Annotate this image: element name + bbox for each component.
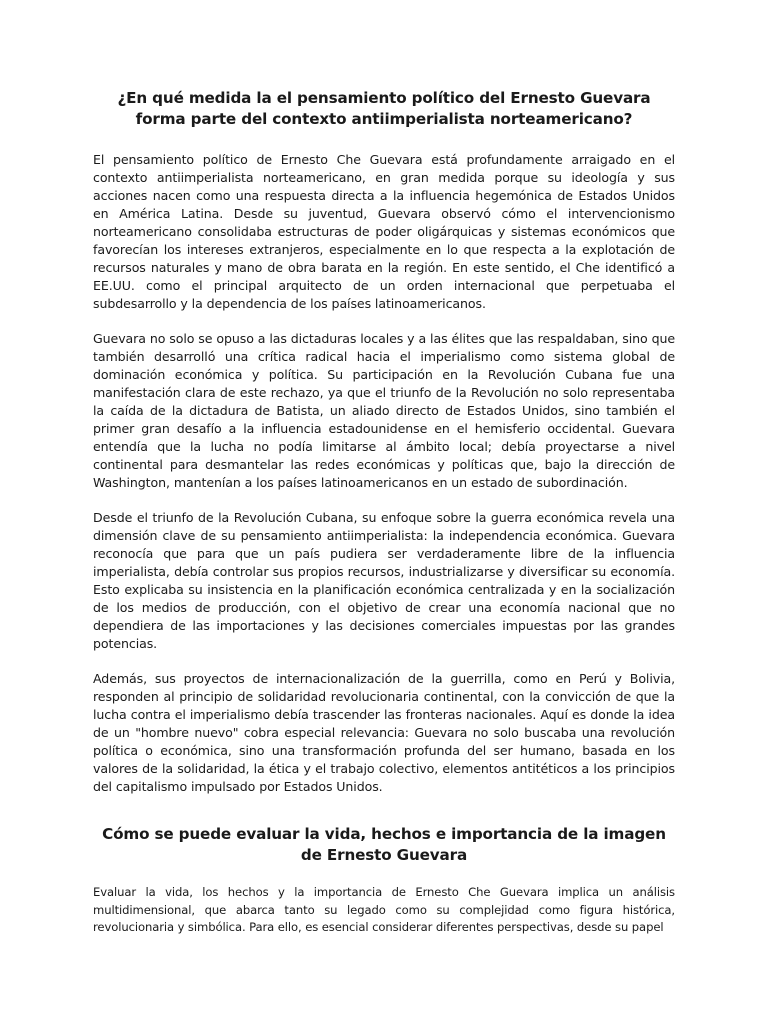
paragraph-5: Evaluar la vida, los hechos y la importancia de Ernesto Che Guevara implica un análisis multidimensional, que abarca tanto su legado como su complejidad como figura histórica, revolucionaria y simbólica. Para ello, es esencial considerar diferentes perspectivas, desde su papel (93, 885, 675, 934)
paragraph-4: Además, sus proyectos de internacionalización de la guerrilla, como en Perú y Bolivia, responden al principio de solidaridad revolucionaria continental, con la convicción de que la lucha contra el imperialismo debía trascender las fronteras nacionales. Aquí es donde la idea de un "hombre nuevo" cobra especial relevancia: Guevara no solo buscaba una revolución política o económica, sino una transformación profunda del ser humano, basada en los valores de la solidaridad, la ética y el trabajo colectivo, elementos antitéticos a los principios del capitalismo impulsado por Estados Unidos. (93, 671, 675, 794)
paragraph-2: Guevara no solo se opuso a las dictaduras locales y a las élites que las respaldaban, sino que también desarrolló una crítica radical hacia el imperialismo como sistema global de dominación económica y política. Su participación en la Revolución Cubana fue una manifestación clara de este rechazo, ya que el triunfo de la Revolución no solo representaba la caída de la dictadura de Batista, un aliado directo de Estados Unidos, sino también el primer gran desafío a la influencia estadounidense en el hemisferio occidental. Guevara entendía que la lucha no podía limitarse al ámbito local; debía proyectarse a nivel continental para desmantelar las redes económicas y políticas que, bajo la dirección de Washington, mantenían a los países latinoamericanos en un estado de subordinación. (93, 331, 675, 490)
paragraph-3: Desde el triunfo de la Revolución Cubana, su enfoque sobre la guerra económica revela una dimensión clave de su pensamiento antiimperialista: la independencia económica. Guevara reconocía que para que un país pudiera ser verdaderamente libre de la influencia imperialista, debía controlar sus propios recursos, industrializarse y diversificar su economía. Esto explicaba su insistencia en la planificación económica centralizada y en la socialización de los medios de producción, con el objetivo de crear una economía nacional que no dependiera de las importaciones y las decisiones comerciales impuestas por las grandes potencias. (93, 510, 675, 651)
section-heading-1: ¿En qué medida la el pensamiento político del Ernesto Guevara forma parte del contexto antiimperialista norteamericano? (117, 89, 651, 128)
section-heading-2: Cómo se puede evaluar la vida, hechos e importancia de la imagen de Ernesto Guevara (102, 825, 666, 864)
paragraph-1: El pensamiento político de Ernesto Che Guevara está profundamente arraigado en el contexto antiimperialista norteamericano, en gran medida porque su ideología y sus acciones nacen como una respuesta directa a la influencia hegemónica de Estados Unidos en América Latina. Desde su juventud, Guevara observó cómo el intervencionismo norteamericano consolidaba estructuras de poder oligárquicas y sistemas económicos que favorecían los intereses extranjeros, especialmente en lo que respecta a la explotación de recursos naturales y mano de obra barata en la región. En este sentido, el Che identificó a EE.UU. como el principal arquitecto de un orden internacional que perpetuaba el subdesarrollo y la dependencia de los países latinoamericanos. (93, 152, 675, 311)
document-page (93, 88, 675, 937)
